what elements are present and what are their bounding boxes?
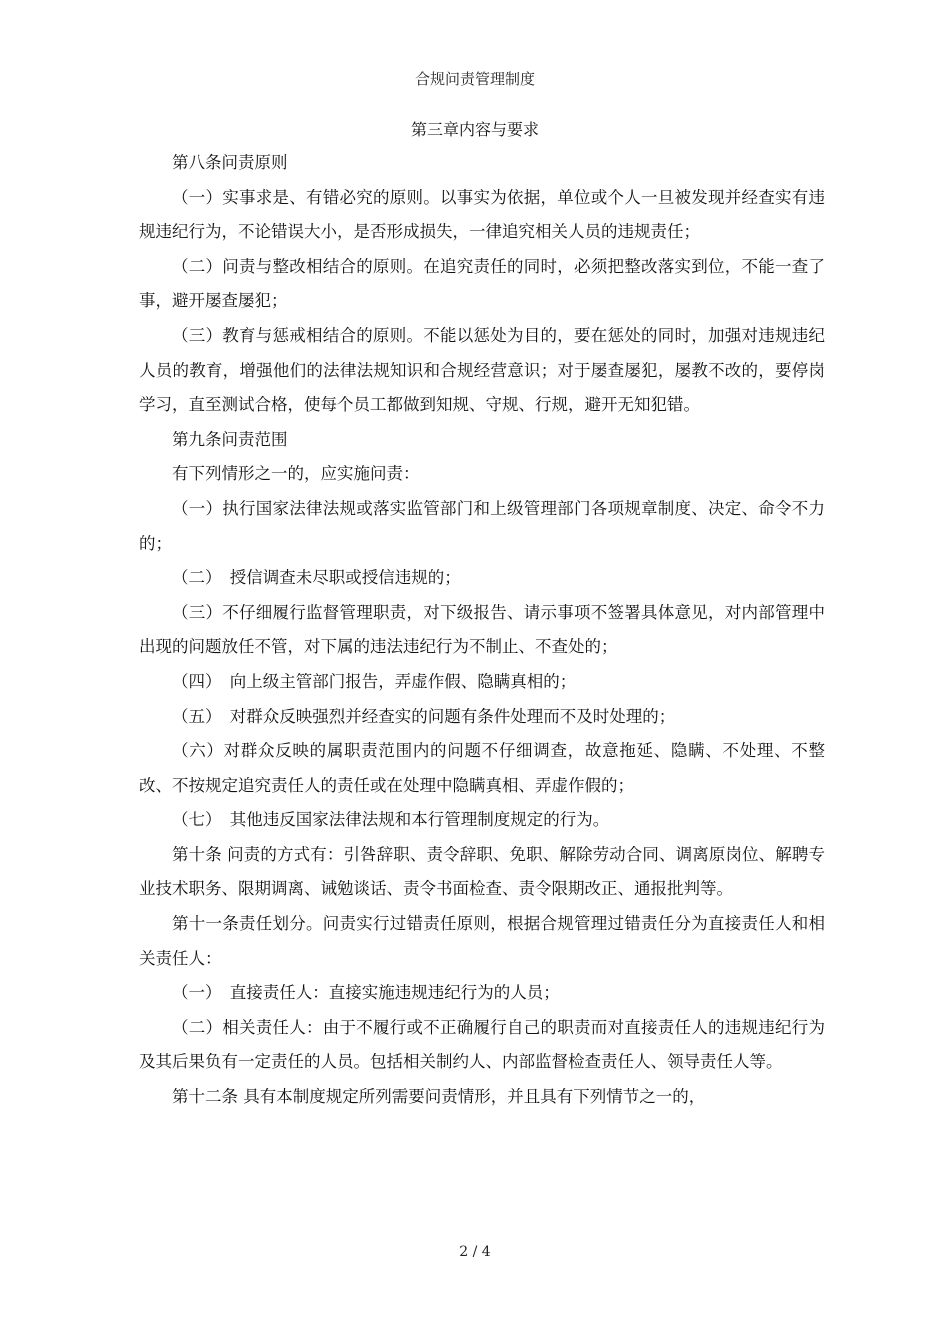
paragraph: （一）实事求是、有错必究的原则。以事实为依据，单位或个人一旦被发现并经查实有违规违纪行为，不论错误大小，是否形成损失，一律追究相关人员的违规责任；: [139, 187, 825, 242]
article-11: 第十一条责任划分。问责实行过错责任原则，根据合规管理过错责任分为直接责任人和相关责任人：: [139, 914, 825, 968]
paragraph: （一）执行国家法律法规或落实监管部门和上级管理部门各项规章制度、决定、命令不力的；: [139, 498, 825, 553]
paragraph: （二） 授信调查未尽职或授信违规的；: [172, 568, 461, 588]
paragraph: 有下列情形之一的，应实施问责：: [172, 464, 420, 484]
paragraph: （四） 向上级主管部门报告，弄虚作假、隐瞒真相的；: [172, 671, 577, 691]
paragraph: （三）教育与惩戒相结合的原则。不能以惩处为目的，要在惩处的同时，加强对违规违纪人员的教育，增强他们的法律法规知识和合规经营意识；对于屡查屡犯，屡教不改的，要停岗学习，直至测试合格，使每个员工都做到知规、守规、行规，避开无知犯错。: [139, 325, 825, 415]
page-number: 2 / 4: [459, 1244, 491, 1260]
chapter-title: 第三章内容与要求: [410, 120, 539, 139]
document-body: [139, 146, 825, 1115]
paragraph: （二）相关责任人：由于不履行或不正确履行自己的职责而对直接责任人的违规违纪行为及其后果负有一定责任的人员。包括相关制约人、内部监督检查责任人、领导责任人等。: [139, 1017, 825, 1072]
paragraph: （六）对群众反映的属职责范围内的问题不仔细调查，故意拖延、隐瞒、不处理、不整改、不按规定追究责任人的责任或在处理中隐瞒真相、弄虚作假的；: [139, 741, 825, 795]
article-12: 第十二条 具有本制度规定所列需要问责情形，并且具有下列情节之一的，: [172, 1087, 706, 1107]
document-header: 合规问责管理制度: [414, 70, 535, 88]
paragraph: （二）问责与整改相结合的原则。在追究责任的同时，必须把整改落实到位，不能一查了事，避开屡查屡犯；: [139, 256, 825, 311]
article-10: 第十条 问责的方式有：引咎辞职、责令辞职、免职、解除劳动合同、调离原岗位、解聘专业技术职务、限期调离、诫勉谈话、责令书面检查、责令限期改正、通报批判等。: [139, 844, 825, 899]
paragraph: （一） 直接责任人：直接实施违规违纪行为的人员；: [172, 983, 560, 1003]
article-9-title: 第九条问责范围: [172, 429, 288, 449]
article-8-title: 第八条问责原则: [172, 153, 288, 172]
paragraph: （七） 其他违反国家法律法规和本行管理制度规定的行为。: [172, 810, 610, 830]
paragraph: （三）不仔细履行监督管理职责，对下级报告、请示事项不签署具体意见，对内部管理中出现的问题放任不管，对下属的违法违纪行为不制止、不查处的；: [139, 602, 825, 657]
paragraph: （五） 对群众反映强烈并经查实的问题有条件处理而不及时处理的；: [172, 706, 676, 726]
